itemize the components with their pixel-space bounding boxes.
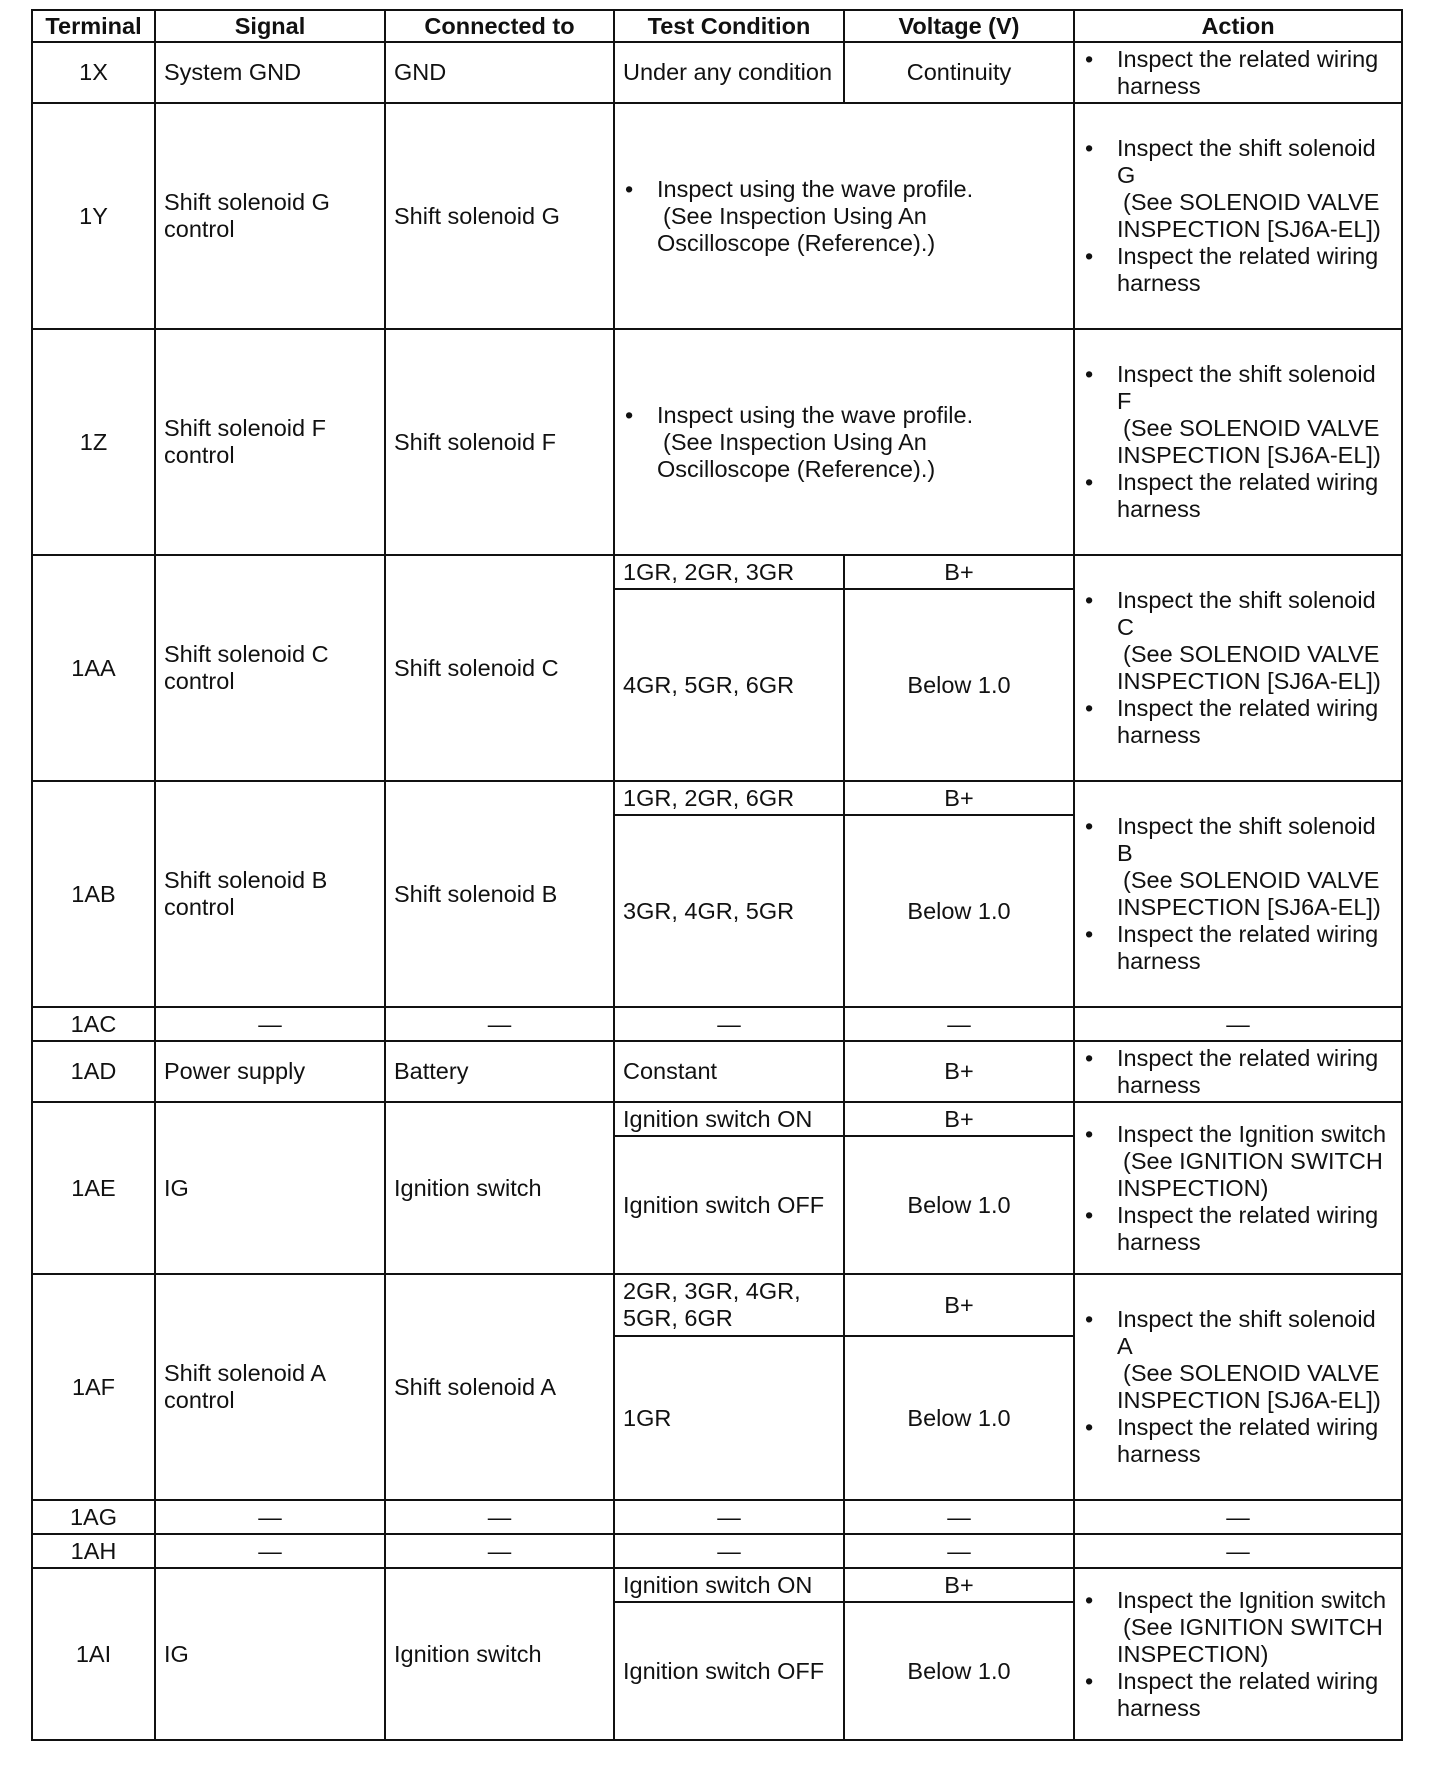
voltage-cell: — [844, 1500, 1074, 1534]
terminal-voltage-table [31, 9, 1403, 1741]
condition-cell: — [614, 1500, 844, 1534]
action-item: • Inspect the shift solenoid F (See SOLENOID VALVE INSPECTION [SJ6A-EL]) [1083, 361, 1393, 469]
table-row [32, 1274, 1402, 1336]
action-item: • Inspect the related wiring harness [1083, 46, 1393, 100]
col-voltage: Voltage (V) [844, 10, 1074, 42]
condition-cell: Under any condition [614, 42, 844, 103]
wave-profile-cell [614, 329, 1074, 555]
voltage-cell: B+ [844, 1041, 1074, 1102]
terminal-cell: 1AI [32, 1568, 155, 1740]
terminal-cell: 1Z [32, 329, 155, 555]
condition-cell: 2GR, 3GR, 4GR, 5GR, 6GR [614, 1274, 844, 1336]
connected-cell: Shift solenoid C [385, 555, 614, 781]
action-cell [1074, 555, 1402, 781]
col-action: Action [1074, 10, 1402, 42]
action-item: • Inspect the Ignition switch (See IGNITION SWITCH INSPECTION) [1083, 1587, 1393, 1668]
voltage-cell: B+ [844, 781, 1074, 815]
table-row [32, 103, 1402, 329]
action-cell [1074, 1568, 1402, 1740]
table-row [32, 1500, 1402, 1534]
connected-cell: Shift solenoid B [385, 781, 614, 1007]
col-connected-to: Connected to [385, 10, 614, 42]
action-item: • Inspect the shift solenoid A (See SOLENOID VALVE INSPECTION [SJ6A-EL]) [1083, 1306, 1393, 1414]
signal-cell: — [155, 1534, 385, 1568]
action-cell: — [1074, 1534, 1402, 1568]
voltage-cell: B+ [844, 1568, 1074, 1602]
action-cell: — [1074, 1500, 1402, 1534]
action-item: • Inspect the related wiring harness [1083, 1414, 1393, 1468]
table-row [32, 1007, 1402, 1041]
voltage-cell: Continuity [844, 42, 1074, 103]
condition-cell: — [614, 1534, 844, 1568]
signal-cell: Shift solenoid F control [155, 329, 385, 555]
terminal-cell: 1AF [32, 1274, 155, 1500]
action-item: • Inspect the related wiring harness [1083, 1045, 1393, 1099]
condition-cell: 4GR, 5GR, 6GR [614, 589, 844, 781]
terminal-cell: 1AC [32, 1007, 155, 1041]
condition-cell: — [614, 1007, 844, 1041]
action-cell [1074, 1041, 1402, 1102]
signal-cell: Shift solenoid A control [155, 1274, 385, 1500]
table-row [32, 1534, 1402, 1568]
table-row [32, 1102, 1402, 1136]
table-row [32, 781, 1402, 815]
action-item: • Inspect the related wiring harness [1083, 243, 1393, 297]
action-item: • Inspect the related wiring harness [1083, 695, 1393, 749]
table-row [32, 1041, 1402, 1102]
condition-cell: Ignition switch OFF [614, 1602, 844, 1740]
action-cell [1074, 103, 1402, 329]
voltage-cell: Below 1.0 [844, 589, 1074, 781]
connected-cell: Ignition switch [385, 1568, 614, 1740]
signal-cell: Shift solenoid G control [155, 103, 385, 329]
action-item: • Inspect the related wiring harness [1083, 469, 1393, 523]
action-cell [1074, 1102, 1402, 1274]
connected-cell: Shift solenoid G [385, 103, 614, 329]
table-row [32, 555, 1402, 589]
connected-cell: Battery [385, 1041, 614, 1102]
connected-cell: — [385, 1500, 614, 1534]
col-signal: Signal [155, 10, 385, 42]
condition-cell: 1GR [614, 1336, 844, 1500]
action-item: • Inspect the shift solenoid G (See SOLENOID VALVE INSPECTION [SJ6A-EL]) [1083, 135, 1393, 243]
condition-cell: Ignition switch ON [614, 1568, 844, 1602]
connected-cell: GND [385, 42, 614, 103]
action-item: • Inspect the shift solenoid C (See SOLENOID VALVE INSPECTION [SJ6A-EL]) [1083, 587, 1393, 695]
col-test-condition: Test Condition [614, 10, 844, 42]
action-cell [1074, 1274, 1402, 1500]
table-row [32, 42, 1402, 103]
action-cell [1074, 329, 1402, 555]
voltage-cell: B+ [844, 1274, 1074, 1336]
action-cell [1074, 42, 1402, 103]
wave-profile-cell [614, 103, 1074, 329]
connected-cell: Shift solenoid A [385, 1274, 614, 1500]
connected-cell: Shift solenoid F [385, 329, 614, 555]
signal-cell: Shift solenoid C control [155, 555, 385, 781]
action-item: • Inspect the related wiring harness [1083, 921, 1393, 975]
table-row [32, 1568, 1402, 1602]
terminal-cell: 1AH [32, 1534, 155, 1568]
action-item: • Inspect the related wiring harness [1083, 1668, 1393, 1722]
connected-cell: — [385, 1534, 614, 1568]
action-item: • Inspect the shift solenoid B (See SOLENOID VALVE INSPECTION [SJ6A-EL]) [1083, 813, 1393, 921]
action-item: • Inspect the related wiring harness [1083, 1202, 1393, 1256]
signal-cell: IG [155, 1568, 385, 1740]
terminal-cell: 1AB [32, 781, 155, 1007]
terminal-cell: 1AG [32, 1500, 155, 1534]
signal-cell: IG [155, 1102, 385, 1274]
signal-cell: Power supply [155, 1041, 385, 1102]
condition-cell: 1GR, 2GR, 6GR [614, 781, 844, 815]
signal-cell: — [155, 1500, 385, 1534]
terminal-cell: 1X [32, 42, 155, 103]
action-cell: — [1074, 1007, 1402, 1041]
condition-cell: 1GR, 2GR, 3GR [614, 555, 844, 589]
connected-cell: — [385, 1007, 614, 1041]
terminal-cell: 1AA [32, 555, 155, 781]
voltage-cell: B+ [844, 555, 1074, 589]
action-item: • Inspect the Ignition switch (See IGNITION SWITCH INSPECTION) [1083, 1121, 1393, 1202]
voltage-cell: Below 1.0 [844, 1136, 1074, 1274]
wave-instruction: • Inspect using the wave profile. (See Inspection Using An Oscilloscope (Reference).) [623, 402, 1065, 483]
header-row [32, 10, 1402, 42]
voltage-cell: B+ [844, 1102, 1074, 1136]
table-row [32, 329, 1402, 555]
action-cell [1074, 781, 1402, 1007]
condition-cell: 3GR, 4GR, 5GR [614, 815, 844, 1007]
terminal-cell: 1Y [32, 103, 155, 329]
signal-cell: System GND [155, 42, 385, 103]
signal-cell: Shift solenoid B control [155, 781, 385, 1007]
voltage-cell: Below 1.0 [844, 1602, 1074, 1740]
voltage-cell: Below 1.0 [844, 815, 1074, 1007]
connected-cell: Ignition switch [385, 1102, 614, 1274]
condition-cell: Constant [614, 1041, 844, 1102]
voltage-cell: Below 1.0 [844, 1336, 1074, 1500]
col-terminal: Terminal [32, 10, 155, 42]
condition-cell: Ignition switch OFF [614, 1136, 844, 1274]
voltage-cell: — [844, 1534, 1074, 1568]
signal-cell: — [155, 1007, 385, 1041]
terminal-cell: 1AD [32, 1041, 155, 1102]
wave-instruction: • Inspect using the wave profile. (See Inspection Using An Oscilloscope (Reference).) [623, 176, 1065, 257]
terminal-cell: 1AE [32, 1102, 155, 1274]
condition-cell: Ignition switch ON [614, 1102, 844, 1136]
voltage-cell: — [844, 1007, 1074, 1041]
